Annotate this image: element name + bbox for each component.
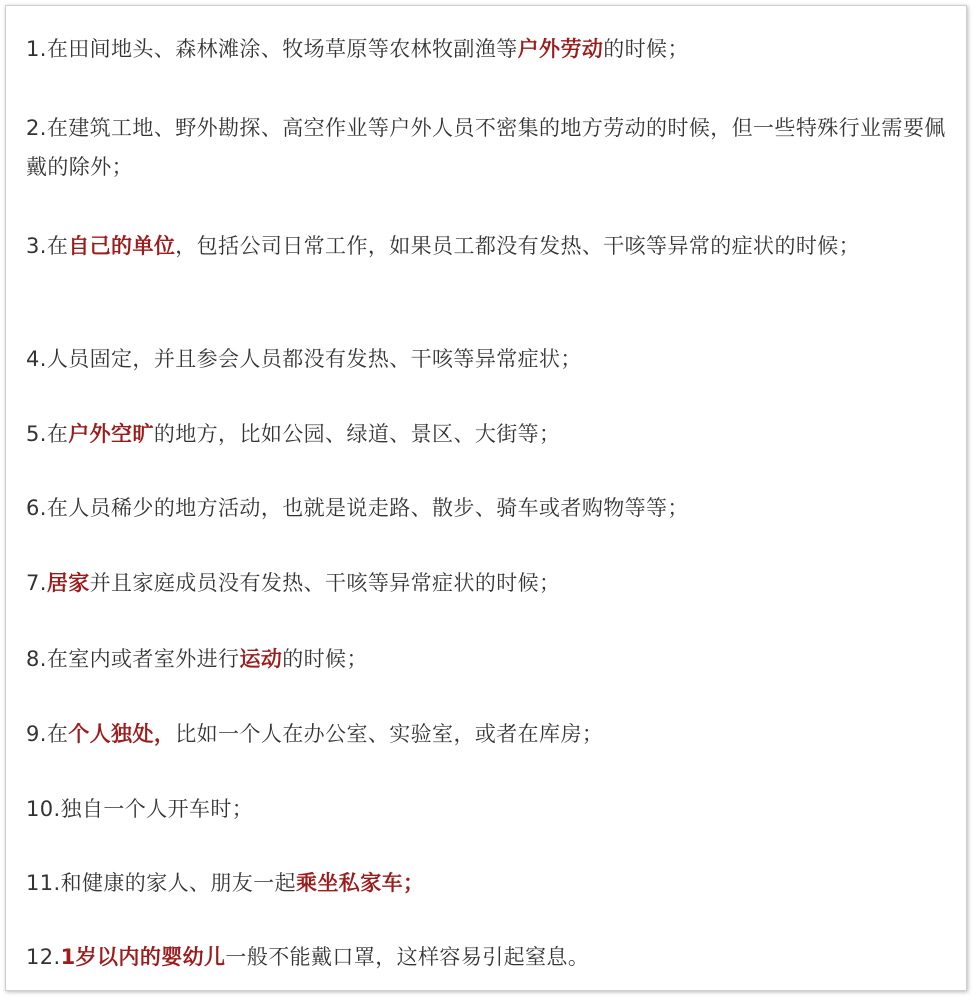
item-12-highlight: 1岁以内的婴幼儿 [60, 945, 226, 969]
list-item-2 [26, 109, 951, 187]
list-item-10 [26, 790, 951, 829]
item-2-text-1: 2.在建筑工地、野外勘探、高空作业等户外人员不密集的地方劳动的时候，但一些特殊行业需要佩戴的除外； [26, 116, 946, 179]
item-6-text-1: 6.在人员稀少的地方活动，也就是说走路、散步、骑车或者购物等等； [26, 496, 689, 520]
list-item-12 [26, 938, 951, 977]
list-item-9 [26, 715, 951, 754]
document-frame [5, 5, 967, 991]
item-5-highlight: 户外空旷 [68, 422, 154, 446]
list-item-6 [26, 489, 951, 528]
item-3-text-1: 3.在 [26, 234, 69, 258]
item-9-text-1: 9.在 [26, 722, 69, 746]
item-5-text-2: 的地方，比如公园、绿道、景区、大街等； [153, 422, 561, 446]
item-12-text-2: 一般不能戴口罩，这样容易引起窒息。 [225, 945, 590, 969]
list-item-7 [26, 564, 951, 603]
item-7-text-2: 并且家庭成员没有发热、干咳等异常症状的时候； [89, 571, 561, 595]
list-item-4 [26, 340, 951, 379]
item-8-text-1: 8.在室内或者室外进行 [26, 647, 240, 671]
item-8-highlight: 运动 [239, 647, 283, 671]
list-item-3 [26, 227, 951, 266]
item-10-text-1: 10.独自一个人开车时； [26, 797, 254, 821]
item-1-highlight: 户外劳动 [517, 37, 604, 61]
item-9-highlight: 个人独处， [68, 722, 176, 746]
list-item-11 [26, 864, 951, 903]
item-11-text-1: 11.和健康的家人、朋友一起 [26, 871, 296, 895]
list-item-8 [26, 640, 951, 679]
item-1-text-1: 1.在田间地头、森林滩涂、牧场草原等农林牧副渔等 [26, 37, 518, 61]
list-item-1 [26, 30, 951, 69]
item-8-text-2: 的时候； [282, 647, 368, 671]
item-9-text-2: 比如一个人在办公室、实验室，或者在库房； [175, 722, 604, 746]
item-3-text-2: ，包括公司日常工作，如果员工都没有发热、干咳等异常的症状的时候； [175, 234, 861, 258]
list-item-5 [26, 415, 951, 454]
item-3-highlight: 自己的单位 [68, 234, 176, 258]
item-11-highlight: 乘坐私家车； [296, 871, 425, 895]
item-12-text-1: 12. [26, 945, 61, 969]
item-7-text-1: 7. [26, 571, 47, 595]
item-7-highlight: 居家 [46, 571, 90, 595]
item-1-text-2: 的时候； [603, 37, 689, 61]
item-5-text-1: 5.在 [26, 422, 69, 446]
item-4-text-1: 4.人员固定，并且参会人员都没有发热、干咳等异常症状； [26, 347, 582, 371]
